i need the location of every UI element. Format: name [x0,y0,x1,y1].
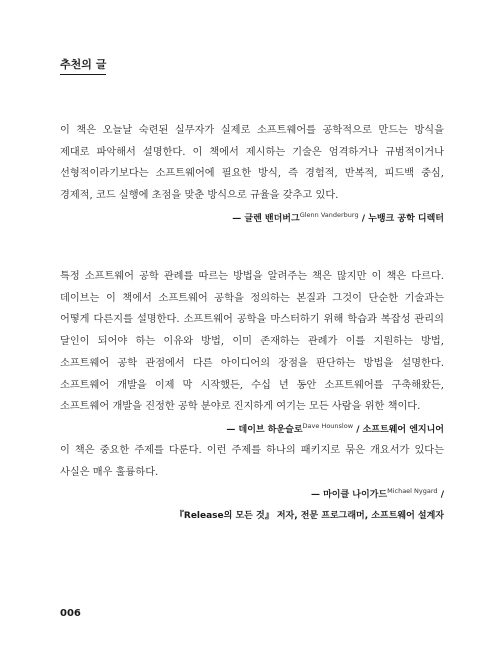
author-affiliation: / 누뱅크 공학 디렉터 [361,213,444,224]
quote-text: 특정 소프트웨어 공학 관례를 따르는 방법을 알려주는 책은 많지만 이 책은 다르다. 데이브는 이 책에서 소프트웨어 공학을 정의하는 본질과 그것이 단순한 기술과는 어떻게 다른지를 설명한다. 소프트웨어 공학을 마스터하기 위해 학습과 복잡성 관리의 달인이 되어야 하는 이유와 방법, 이미 존재하는 관례가 이를 지원하는 방법, 소프트웨어 공학 관점에서 다른 아이디어의 장점을 판단하는 방법을 설명한다. 소프트웨어 개발을 이제 막 시작했든, 수십 년 동안 소프트웨어를 구축해왔든, 소프트웨어 개발을 진정한 공학 분야로 진지하게 여기는 모든 사람을 위한 책이다. [60,271,444,413]
author-name-korean: — 데이브 하운슬로 [226,424,303,435]
quote-text: 이 책은 오늘날 숙련된 실무자가 실제로 소프트웨어를 공학적으로 만드는 방식을 제대로 파악해서 설명한다. 이 책에서 제시하는 기술은 엄격하거나 규범적이거나 선형적이라기보다는 소프트웨어에 필요한 방식, 즉 경험적, 반복적, 피드백 중심, 경제적, 코드 실행에 초점을 맞춘 방식으로 규율을 갖추고 있다. [60,125,444,202]
author-name-korean: — 마이클 나이가드 [310,490,388,501]
quote-attribution [60,487,444,500]
author-name-english: Glenn Vanderburg [299,210,359,219]
author-name-korean: — 글렌 밴더버그 [232,213,300,224]
quote-text: 이 책은 중요한 주제를 다룬다. 이런 주제를 하나의 패키지로 묶은 개요서가 있다는 사실은 매우 훌륭하다. [60,445,444,478]
author-name-english: Michael Nygard [387,487,438,496]
endorsement-quote [60,120,444,224]
page-number: 006 [60,608,81,619]
quote-attribution [60,422,444,435]
endorsement-quote [60,266,444,435]
page-title: 추천의 글 [60,56,106,75]
author-affiliation: / [440,490,444,501]
author-credentials: 『Release의 모든 것』 저자, 전문 프로그래머, 소프트웨어 설계자 [174,511,444,522]
author-name-english: Dave Hounslow [302,421,354,430]
quote-attribution [60,211,444,224]
endorsement-quote [60,440,444,521]
author-affiliation: / 소프트웨어 엔지니어 [356,424,444,435]
